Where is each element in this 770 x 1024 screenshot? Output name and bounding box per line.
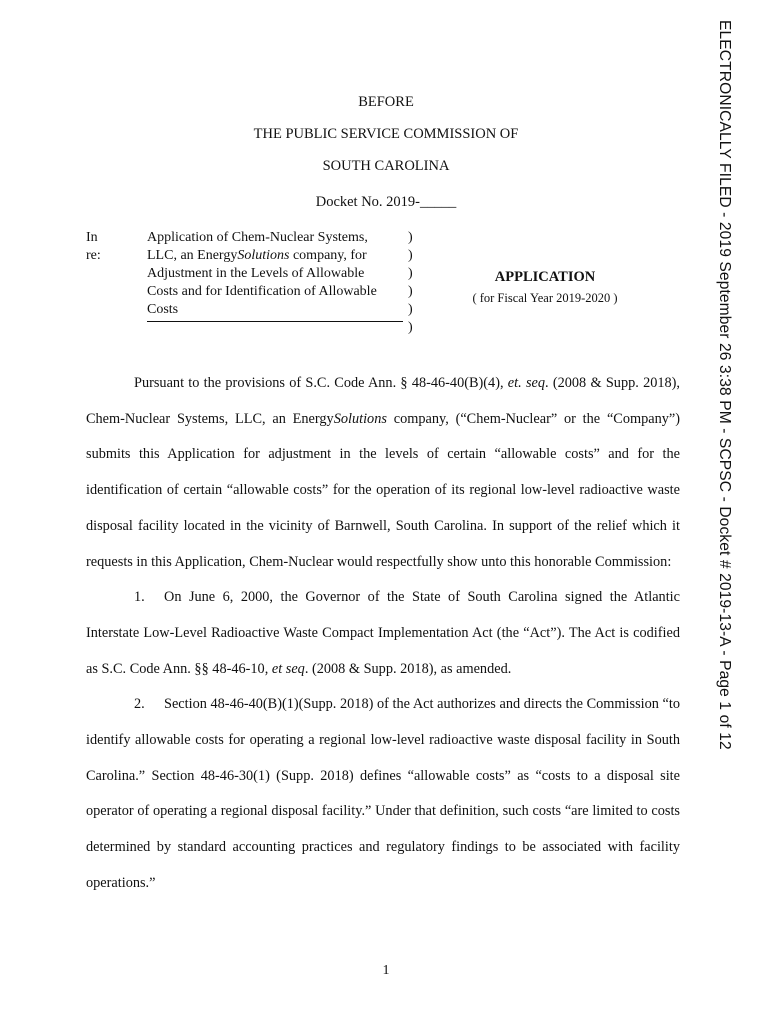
caption-underline <box>147 321 403 322</box>
text-run: Section 48-46-40(B)(1)(Supp. 2018) of the Act authorizes and directs the Commission “to identify allowable costs for operating a regional low-level radioactive waste disposal facility in South Carolina.” Section 48-46-30(1) (Supp. 2018) defines “allowable costs” as “costs to a disposal site operator of operating a regional disposal facility.” Under that definition, such costs “are limited to costs determined by standard accounting practices and regulatory findings to be associated with facility operations.” <box>86 696 680 891</box>
text-run: On June 6, 2000, the Governor of the State of South Carolina signed the Atlantic Interstate Low-Level Radioactive Waste Compact Implementation Act (the “Act”). The Act is codified as S.C. Code Ann. §§ 48-46-10, <box>86 589 680 677</box>
matter-line <box>147 247 407 265</box>
text-run: Pursuant to the provisions of S.C. Code Ann. § 48-46-40(B)(4), <box>134 375 508 391</box>
matter-line: Costs <box>147 302 179 317</box>
matter-line: Adjustment in the Levels of Allowable <box>147 266 365 281</box>
paren: ) <box>408 248 413 263</box>
electronic-filing-stamp <box>703 20 733 750</box>
heading-commission: THE PUBLIC SERVICE COMMISSION OF <box>253 126 519 142</box>
matter-line: Application of Chem-Nuclear Systems, <box>147 230 368 245</box>
paren: ) <box>408 284 413 299</box>
document-body <box>86 366 680 902</box>
italic-run: Solutions <box>333 410 387 427</box>
italic-run: et. seq <box>507 375 546 391</box>
in-re-label: In re: <box>86 230 101 263</box>
matter-line-part: LLC, an <box>147 248 198 263</box>
docket-number: Docket No. 2019-_____ <box>315 194 457 210</box>
matter-description <box>147 229 407 319</box>
paren: ) <box>408 266 413 281</box>
filing-stamp-text: ELECTRONICALLY FILED - 2019 September 26 3:38 PM - SCPSC - Docket # 2019-13-A - Page 1 of 12 <box>716 20 733 750</box>
caption-parentheses <box>408 229 420 337</box>
energy-prefix: Energy <box>197 248 238 263</box>
paren: ) <box>408 302 413 317</box>
page-number: 1 <box>382 963 390 978</box>
paren: ) <box>408 320 413 335</box>
italic-run: et seq <box>271 660 305 677</box>
text-run: . (2008 & Supp. 2018), as amended. <box>304 660 512 677</box>
paragraph-2 <box>86 687 680 901</box>
text-run: . (2008 & Supp. 2018), Chem-Nuclear Systems, LLC, an Energy <box>86 375 681 427</box>
paren: ) <box>408 230 413 245</box>
heading-before: BEFORE <box>358 94 414 110</box>
solutions-italic: Solutions <box>237 248 290 263</box>
text-run: company, (“Chem-Nuclear” or the “Company”) submits this Application for adjustment in the levels of certain “allowable costs” and for the identification of certain “allowable costs” for the operation of its regional low-level radioactive waste disposal facility located in the vicinity of Barnwell, South Carolina. In support of the relief which it requests in this Application, Chem-Nuclear would respectfully show unto this honorable Commission: <box>86 410 680 570</box>
paragraph-1 <box>86 580 680 687</box>
heading-state: SOUTH CAROLINA <box>322 158 450 174</box>
matter-line-part: company, for <box>289 248 367 263</box>
application-title: APPLICATION <box>494 269 596 285</box>
paragraph-number: 2. <box>134 696 145 713</box>
matter-line: Costs and for Identification of Allowable <box>147 284 377 299</box>
application-subtitle: ( for Fiscal Year 2019-2020 ) <box>472 291 618 305</box>
paragraph-number: 1. <box>134 589 145 606</box>
paragraph-intro <box>86 366 680 580</box>
